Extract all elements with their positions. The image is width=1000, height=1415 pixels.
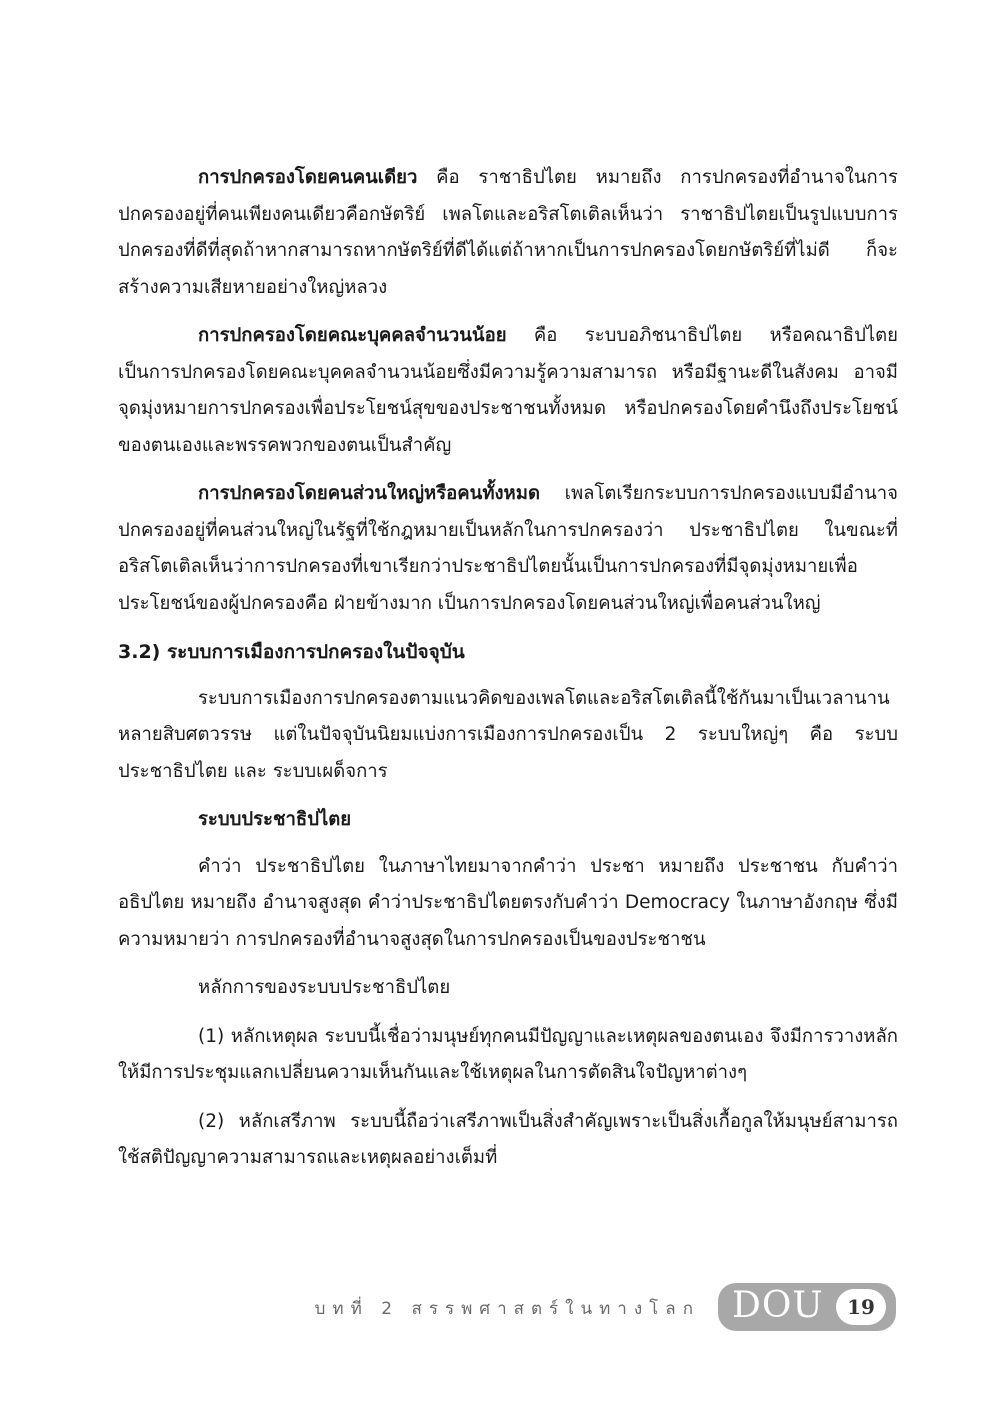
page-number: 19	[836, 1289, 886, 1325]
dou-logo: DOU	[732, 1285, 824, 1326]
section-heading: 3.2) ระบบการเมืองการปกครองในปัจจุบัน	[118, 641, 465, 663]
paragraph-aristocracy	[118, 318, 898, 464]
page-footer	[0, 1283, 1000, 1333]
term-rule-by-few: การปกครองโดยคณะบุคคลจำนวนน้อย	[198, 325, 507, 346]
paragraph-modern-systems: ระบบการเมืองการปกครองตามแนวคิดของเพลโตและอริสโตเติลนี้ใช้กันมาเป็นเวลานานหลายสิบศตวรรษ แต่ในปัจจุบันนิยมแบ่งการเมืองการปกครองเป็น 2 ระบบใหญ่ๆ คือ ระบบประชาธิปไตย และ ระบบเผด็จการ	[118, 687, 898, 782]
term-rule-by-one: การปกครองโดยคนคนเดียว	[198, 167, 418, 188]
term-rule-by-many: การปกครองโดยคนส่วนใหญ่หรือคนทั้งหมด	[198, 483, 540, 504]
paragraph-text: คือ ราชาธิปไตย หมายถึง การปกครองที่อำนาจในการปกครองอยู่ที่คนเพียงคนเดียวคือกษัตริย์ เพลโตและอริสโตเติลเห็นว่า ราชาธิปไตยเป็นรูปแบบการปกครองที่ดีที่สุดถ้าหากสามารถหากษัตริย์ที่ดีได้แต่ถ้าหากเป็นการปกครองโดยกษัตริย์ที่ไม่ดี ก็จะสร้างความเสียหายอย่างใหญ่หลวง	[118, 167, 898, 298]
paragraph-democracy-definition: คำว่า ประชาธิปไตย ในภาษาไทยมาจากคำว่า ประชา หมายถึง ประชาชน กับคำว่า อธิปไตย หมายถึง อำนาจสูงสุด คำว่าประชาธิปไตยตรงกับคำว่า Democracy ในภาษาอังกฤษ ซึ่งมีความหมายว่า การปกครองที่อำนาจสูงสุดในการปกครองเป็นของประชาชน	[118, 855, 898, 950]
page-badge	[718, 1283, 896, 1331]
page-body	[118, 160, 898, 1189]
principle-liberty: (2) หลักเสรีภาพ ระบบนี้ถือว่าเสรีภาพเป็นสิ่งสำคัญเพราะเป็นสิ่งเกื้อกูลให้มนุษย์สามารถใช้สติปัญญาความสามารถและเหตุผลอย่างเต็มที่	[118, 1110, 898, 1168]
paragraph-principles-intro: หลักการของระบบประชาธิปไตย	[198, 977, 451, 998]
subsection-heading: ระบบประชาธิปไตย	[198, 809, 352, 830]
paragraph-text: คือ ระบบอภิชนาธิปไตย หรือคณาธิปไตย เป็นการปกครองโดยคณะบุคคลจำนวนน้อยซึ่งมีความรู้ความสามารถ หรือมีฐานะดีในสังคม อาจมีจุดมุ่งหมายการปกครองเพื่อประโยชน์สุขของประชาชนทั้งหมด หรือปกครองโดยคำนึงถึงประโยชน์ของตนเองและพรรคพวกของตนเป็นสำคัญ	[118, 325, 898, 456]
paragraph-monarchy	[118, 160, 898, 306]
paragraph-text: เพลโตเรียกระบบการปกครองแบบมีอำนาจปกครองอยู่ที่คนส่วนใหญ่ในรัฐที่ใช้กฎหมายเป็นหลักในการปกครองว่า ประชาธิปไตย ในขณะที่อริสโตเติลเห็นว่าการปกครองที่เขาเรียกว่าประชาธิปไตยนั้นเป็นการปกครองที่มีจุดมุ่งหมายเพื่อประโยชน์ของผู้ปกครองคือ ฝ่ายข้างมาก เป็นการปกครองโดยคนส่วนใหญ่เพื่อคนส่วนใหญ่	[118, 483, 898, 614]
chapter-title: บทที่ 2 สรรพศาสตร์ในทางโลก	[314, 1299, 700, 1319]
principle-reason: (1) หลักเหตุผล ระบบนี้เชื่อว่ามนุษย์ทุกคนมีปัญญาและเหตุผลของตนเอง จึงมีการวางหลักให้มีการประชุมแลกเปลี่ยนความเห็นกันและใช้เหตุผลในการตัดสินใจปัญหาต่างๆ	[118, 1025, 898, 1083]
paragraph-democracy-classic	[118, 476, 898, 622]
